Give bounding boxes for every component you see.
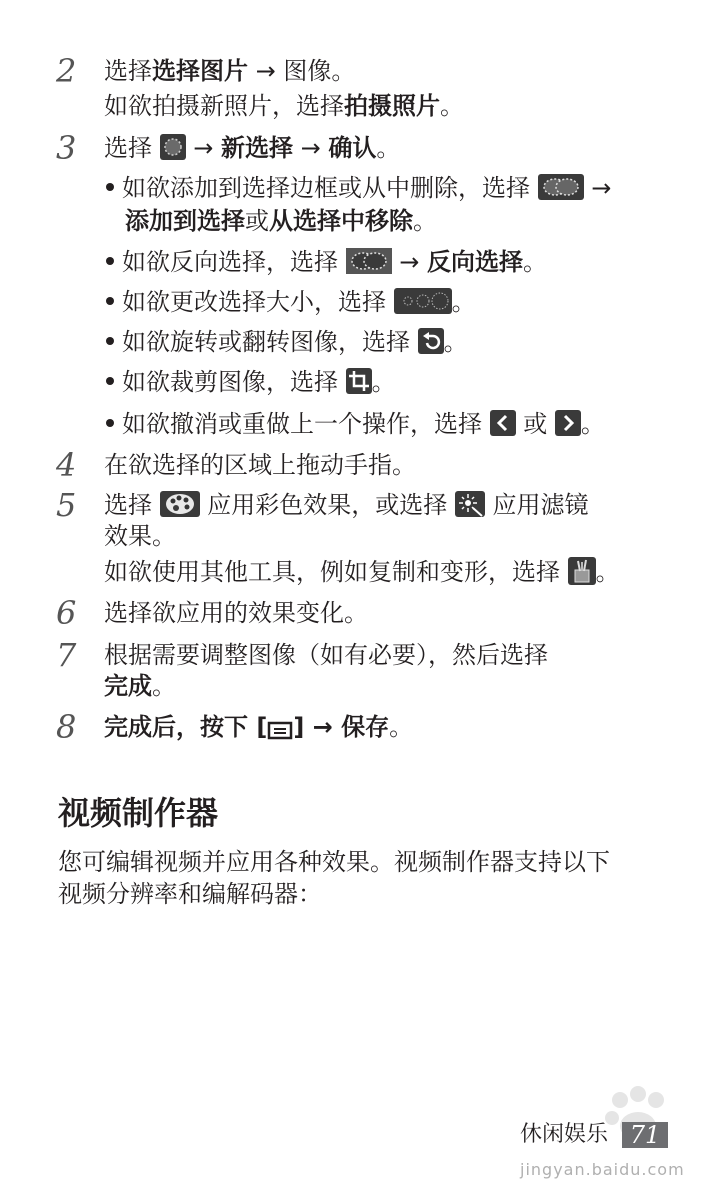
color-palette-icon	[160, 491, 200, 517]
step-4-text: 在欲选择的区域上拖动手指。	[104, 451, 416, 479]
page-number: 71	[622, 1122, 668, 1148]
lasso-select-icon	[160, 134, 186, 160]
step-2-text: 选择选择图片 → 图像。	[104, 57, 356, 85]
bullet-dot	[106, 377, 114, 385]
step-number: 7	[56, 636, 77, 674]
menu-key-icon	[267, 716, 293, 736]
bullet-dot	[106, 419, 114, 427]
bullet-dot	[106, 337, 114, 345]
tools-icon	[568, 557, 596, 585]
invert-selection-icon	[346, 248, 392, 274]
bullet-dot	[106, 183, 114, 191]
step-number: 6	[56, 594, 77, 632]
crop-icon	[346, 368, 372, 394]
step-2-sub: 如欲拍摄新照片，选择拍摄照片。	[104, 92, 464, 120]
section-paragraph-line1: 您可编辑视频并应用各种效果。视频制作器支持以下	[58, 848, 610, 876]
bullet-dot	[106, 257, 114, 265]
bullet-rotate: 如欲旋转或翻转图像，选择 。	[106, 326, 468, 358]
footer-chapter: 休闲娱乐	[520, 1122, 609, 1147]
bullet-invert: 如欲反向选择，选择 → 反向选择。	[106, 246, 547, 278]
bullet-undo-redo: 如欲撤消或重做上一个操作，选择 或 。	[106, 408, 605, 440]
step-5-line2: 效果。	[104, 522, 176, 550]
bullet-add-remove-line2: 添加到选择或从选择中移除。	[125, 207, 437, 235]
step-number: 4	[56, 446, 77, 484]
add-remove-selection-icon	[538, 174, 584, 200]
step-5-sub: 如欲使用其他工具，例如复制和变形，选择 。	[104, 558, 620, 586]
bullet-add-remove: 如欲添加到选择边框或从中删除，选择 →	[106, 172, 611, 204]
resize-selection-icon	[394, 288, 452, 314]
redo-icon	[555, 410, 581, 436]
step-8-text: 完成后，按下 [ ] → 保存。	[104, 713, 414, 741]
undo-icon	[490, 410, 516, 436]
step-7-text: 根据需要调整图像（如有必要），然后选择	[104, 641, 548, 669]
rotate-icon	[418, 328, 444, 354]
bullet-crop: 如欲裁剪图像，选择 。	[106, 366, 396, 398]
step-number: 3	[56, 129, 77, 167]
section-title: 视频制作器	[58, 794, 219, 832]
step-number: 5	[56, 486, 77, 524]
filter-effect-icon	[455, 491, 485, 517]
bullet-dot	[106, 297, 114, 305]
step-number: 8	[56, 708, 77, 746]
step-5-text: 选择 应用彩色效果，或选择 应用滤镜	[104, 491, 589, 519]
step-7-line2: 完成。	[104, 672, 176, 700]
step-6-text: 选择欲应用的效果变化。	[104, 599, 368, 627]
section-paragraph-line2: 视频分辨率和编解码器：	[58, 880, 322, 908]
watermark-text: jingyan.baidu.com	[520, 1160, 685, 1179]
step-number: 2	[56, 52, 77, 90]
step-3-text: 选择 → 新选择 → 确认。	[104, 134, 401, 162]
bullet-resize: 如欲更改选择大小，选择 。	[106, 286, 476, 318]
